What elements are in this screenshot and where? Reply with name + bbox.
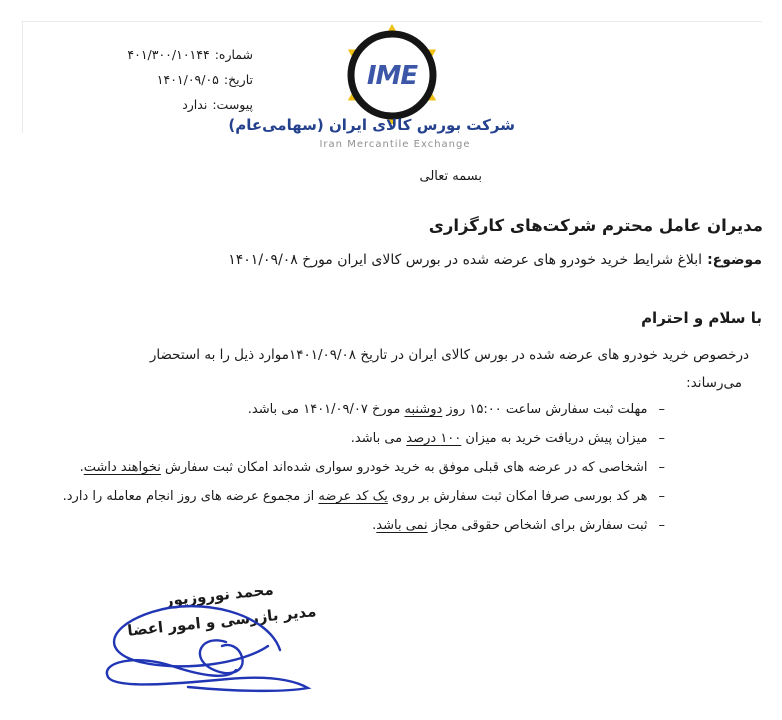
list-item-text-underlined: دوشنبه [404, 402, 443, 417]
list-item-text-underlined: نخواهند داشت [83, 460, 161, 475]
letter-date-label: تاریخ: [223, 72, 253, 87]
recipient-line: مدیران عامل محترم شرکت‌های کارگزاری [428, 216, 763, 235]
list-item-text-post: از مجموع عرضه های روز انجام معامله را دارد. [62, 489, 319, 504]
list-item-text [248, 401, 648, 419]
subject-text: ابلاغ شرایط خرید خودرو های عرضه شده در بورس کالای ایران مورخ ۱۴۰۱/۰۹/۰۸ [228, 252, 703, 268]
letter-attachment-value: ندارد [182, 97, 208, 112]
body-paragraph-line1: درخصوص خرید خودرو های عرضه شده در بورس کالای ایران در تاریخ ۱۴۰۱/۰۹/۰۸موارد ذیل را به استحضار [149, 347, 749, 363]
list-item-text-post: می باشد. [350, 431, 407, 446]
list-item [63, 488, 665, 506]
letter-number-value: ۴۰۱/۳۰۰/۱۰۱۴۴ [127, 47, 210, 62]
list-item-text [80, 459, 648, 477]
subject-label: موضوع: [707, 252, 762, 268]
list-item-text [351, 430, 648, 448]
body-paragraph-line2: می‌رساند: [686, 375, 742, 391]
scan-frame-left [22, 21, 23, 133]
list-item-text-underlined: نمی باشد [376, 518, 428, 533]
list-item [63, 401, 665, 419]
signatory-name: محمد نوروزپور [163, 580, 275, 610]
list-item-text-pre: اشخاصی که در عرضه های قبلی موفق به خرید خودرو سواری شده‌اند امکان ثبت سفارش [160, 460, 648, 475]
conditions-list [63, 401, 665, 546]
dash-marker: – [658, 489, 665, 504]
letter-number-label: شماره: [214, 47, 253, 62]
list-item-text-pre: میزان پیش دریافت خرید به میزان [461, 431, 648, 446]
list-item-text-underlined: یک کد عرضه [318, 489, 388, 504]
letter-date-value: ۱۴۰۱/۰۹/۰۵ [156, 72, 219, 87]
letter-attachment-row [45, 92, 253, 117]
list-item-text-post: . [372, 518, 377, 533]
ime-monogram: IME [366, 61, 418, 91]
dash-marker: – [658, 431, 665, 446]
besmele-line: بسمه تعالی [419, 169, 482, 184]
company-name-en: Iran Mercantile Exchange [319, 139, 471, 150]
dash-marker: – [658, 402, 665, 417]
list-item-text [63, 488, 648, 506]
list-item [63, 459, 665, 477]
subject-line [228, 252, 762, 268]
company-name-fa: شرکت بورس کالای ایران (سهامی‌عام) [228, 116, 515, 134]
ime-logo-icon [342, 24, 442, 124]
salutation-line: با سلام و احترام [641, 309, 762, 327]
list-item-text-pre: مهلت ثبت سفارش ساعت ۱۵:۰۰ روز [442, 402, 648, 417]
letter-meta [45, 42, 253, 117]
signatory-title: مدیر بازرسی و امور اعضا [126, 602, 318, 640]
list-item [63, 517, 665, 535]
list-item [63, 430, 665, 448]
letter-number-row [45, 42, 253, 67]
list-item-text-pre: ثبت سفارش برای اشخاص حقوقی مجاز [427, 518, 648, 533]
letter-attachment-label: پیوست: [212, 97, 253, 112]
list-item-text [372, 517, 647, 535]
list-item-text-post: مورخ ۱۴۰۱/۰۹/۰۷ می باشد. [247, 402, 405, 417]
dash-marker: – [658, 460, 665, 475]
list-item-text-post: . [79, 460, 84, 475]
dash-marker: – [658, 518, 665, 533]
scan-frame-top [22, 21, 762, 22]
handwritten-signature [90, 586, 425, 711]
list-item-text-underlined: ۱۰۰ درصد [406, 431, 462, 446]
letter-date-row [45, 67, 253, 92]
list-item-text-pre: هر کد بورسی صرفا امکان ثبت سفارش بر روی [387, 489, 648, 504]
